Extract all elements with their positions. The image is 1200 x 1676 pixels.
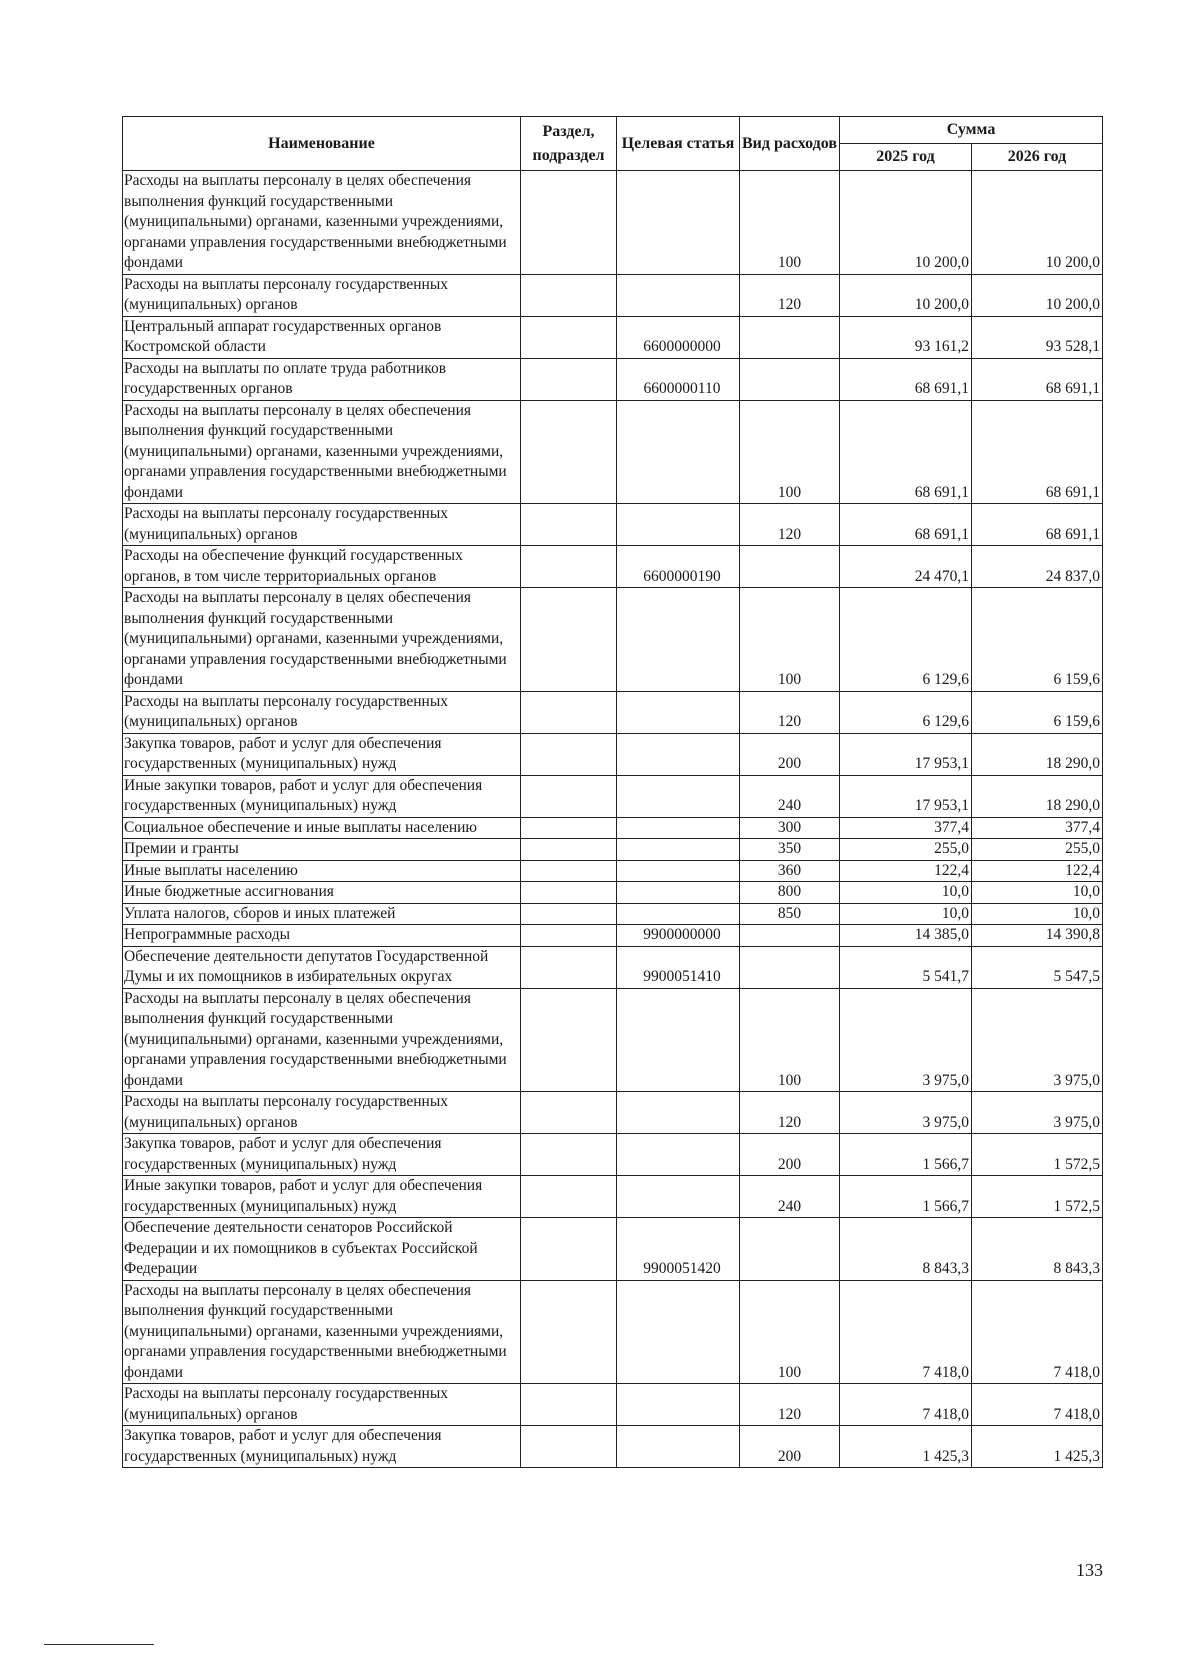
row-section: [521, 946, 617, 988]
row-target: [617, 274, 740, 316]
row-sum-2025: 1 566,7: [840, 1134, 972, 1176]
row-kind: 100: [740, 988, 840, 1092]
table-row: [123, 903, 1103, 925]
table-body: [123, 171, 1103, 1468]
row-sum-2025: 68 691,1: [840, 400, 972, 504]
row-target: 9900000000: [617, 925, 740, 947]
row-name: Иные закупки товаров, работ и услуг для обеспечения государственных (муниципальных) нужд: [123, 1176, 521, 1218]
table-row: [123, 1092, 1103, 1134]
row-kind: 120: [740, 691, 840, 733]
row-sum-2025: 68 691,1: [840, 358, 972, 400]
row-name: Уплата налогов, сборов и иных платежей: [123, 903, 521, 925]
row-section: [521, 817, 617, 839]
row-target: [617, 1134, 740, 1176]
row-sum-2025: 6 129,6: [840, 691, 972, 733]
row-target: 6600000190: [617, 546, 740, 588]
row-target: [617, 691, 740, 733]
row-sum-2025: 3 975,0: [840, 988, 972, 1092]
row-kind: 240: [740, 775, 840, 817]
row-kind: 200: [740, 1426, 840, 1468]
row-target: [617, 839, 740, 861]
row-section: [521, 316, 617, 358]
table-row: [123, 1280, 1103, 1384]
table-row: [123, 504, 1103, 546]
table-row: [123, 817, 1103, 839]
row-section: [521, 775, 617, 817]
row-target: [617, 588, 740, 692]
row-name: Премии и гранты: [123, 839, 521, 861]
header-sum: Сумма: [840, 117, 1103, 144]
table-row: [123, 775, 1103, 817]
row-section: [521, 1092, 617, 1134]
row-section: [521, 546, 617, 588]
row-kind: 100: [740, 171, 840, 275]
row-kind: [740, 925, 840, 947]
row-name: Закупка товаров, работ и услуг для обеспечения государственных (муниципальных) нужд: [123, 1134, 521, 1176]
row-section: [521, 903, 617, 925]
row-name: Расходы на выплаты персоналу в целях обеспечения выполнения функций государственными (муниципальными) органами, казенными учреждениями, органами управления государственными внебюджетными фондами: [123, 400, 521, 504]
row-name: Закупка товаров, работ и услуг для обеспечения государственных (муниципальных) нужд: [123, 733, 521, 775]
row-sum-2026: 68 691,1: [972, 358, 1103, 400]
row-section: [521, 1218, 617, 1281]
row-section: [521, 400, 617, 504]
row-sum-2025: 10,0: [840, 882, 972, 904]
row-section: [521, 988, 617, 1092]
row-target: [617, 1384, 740, 1426]
table-row: [123, 588, 1103, 692]
row-kind: [740, 316, 840, 358]
row-section: [521, 1384, 617, 1426]
row-target: [617, 775, 740, 817]
row-kind: 240: [740, 1176, 840, 1218]
row-kind: 100: [740, 400, 840, 504]
table-row: [123, 733, 1103, 775]
row-sum-2026: 14 390,8: [972, 925, 1103, 947]
table-row: [123, 171, 1103, 275]
table-row: [123, 1426, 1103, 1468]
row-name: Закупка товаров, работ и услуг для обеспечения государственных (муниципальных) нужд: [123, 1426, 521, 1468]
row-sum-2026: 122,4: [972, 860, 1103, 882]
row-name: Иные выплаты населению: [123, 860, 521, 882]
row-sum-2025: 68 691,1: [840, 504, 972, 546]
row-kind: 200: [740, 1134, 840, 1176]
row-name: Иные закупки товаров, работ и услуг для обеспечения государственных (муниципальных) нужд: [123, 775, 521, 817]
table-row: [123, 988, 1103, 1092]
header-name: Наименование: [123, 117, 521, 171]
row-sum-2026: 6 159,6: [972, 691, 1103, 733]
table-row: [123, 1384, 1103, 1426]
row-sum-2026: 7 418,0: [972, 1384, 1103, 1426]
row-sum-2026: 10 200,0: [972, 171, 1103, 275]
row-name: Расходы на выплаты по оплате труда работников государственных органов: [123, 358, 521, 400]
row-target: [617, 400, 740, 504]
row-target: 9900051410: [617, 946, 740, 988]
row-target: [617, 1280, 740, 1384]
row-name: Расходы на выплаты персоналу государственных (муниципальных) органов: [123, 504, 521, 546]
row-section: [521, 588, 617, 692]
table-row: [123, 1176, 1103, 1218]
row-sum-2025: 7 418,0: [840, 1384, 972, 1426]
row-target: [617, 171, 740, 275]
table-row: [123, 946, 1103, 988]
row-sum-2026: 10,0: [972, 903, 1103, 925]
row-sum-2026: 3 975,0: [972, 988, 1103, 1092]
row-name: Расходы на обеспечение функций государственных органов, в том числе территориальных органов: [123, 546, 521, 588]
row-sum-2026: 10 200,0: [972, 274, 1103, 316]
budget-table: [122, 116, 1103, 1468]
row-kind: [740, 358, 840, 400]
table-row: [123, 1218, 1103, 1281]
row-section: [521, 504, 617, 546]
row-name: Расходы на выплаты персоналу в целях обеспечения выполнения функций государственными (муниципальными) органами, казенными учреждениями, органами управления государственными внебюджетными фондами: [123, 171, 521, 275]
header-section: Раздел, подраздел: [521, 117, 617, 171]
row-name: Расходы на выплаты персоналу в целях обеспечения выполнения функций государственными (муниципальными) органами, казенными учреждениями, органами управления государственными внебюджетными фондами: [123, 588, 521, 692]
row-sum-2026: 1 425,3: [972, 1426, 1103, 1468]
row-sum-2025: 6 129,6: [840, 588, 972, 692]
row-target: 6600000000: [617, 316, 740, 358]
row-target: [617, 1092, 740, 1134]
row-name: Расходы на выплаты персоналу государственных (муниципальных) органов: [123, 691, 521, 733]
row-sum-2026: 18 290,0: [972, 733, 1103, 775]
row-target: [617, 733, 740, 775]
row-sum-2025: 10 200,0: [840, 171, 972, 275]
row-section: [521, 860, 617, 882]
row-kind: 120: [740, 1384, 840, 1426]
table-row: [123, 860, 1103, 882]
table-row: [123, 1134, 1103, 1176]
table-row: [123, 925, 1103, 947]
row-kind: 850: [740, 903, 840, 925]
row-section: [521, 882, 617, 904]
footnote-rule: [44, 1644, 154, 1645]
row-kind: 300: [740, 817, 840, 839]
table-row: [123, 691, 1103, 733]
row-sum-2025: 10 200,0: [840, 274, 972, 316]
row-sum-2025: 14 385,0: [840, 925, 972, 947]
row-sum-2026: 377,4: [972, 817, 1103, 839]
header-target: Целевая статья: [617, 117, 740, 171]
row-name: Обеспечение деятельности сенаторов Российской Федерации и их помощников в субъектах Российской Федерации: [123, 1218, 521, 1281]
table-row: [123, 274, 1103, 316]
row-sum-2025: 1 425,3: [840, 1426, 972, 1468]
row-name: Расходы на выплаты персоналу в целях обеспечения выполнения функций государственными (муниципальными) органами, казенными учреждениями, органами управления государственными внебюджетными фондами: [123, 1280, 521, 1384]
row-sum-2025: 7 418,0: [840, 1280, 972, 1384]
row-section: [521, 171, 617, 275]
table-row: [123, 839, 1103, 861]
table-row: [123, 882, 1103, 904]
row-sum-2026: 6 159,6: [972, 588, 1103, 692]
row-target: [617, 1176, 740, 1218]
table-row: [123, 358, 1103, 400]
page-number: 133: [1076, 1560, 1103, 1580]
header-year-2025: 2025 год: [840, 144, 972, 171]
row-target: [617, 988, 740, 1092]
row-kind: 100: [740, 1280, 840, 1384]
row-target: [617, 1426, 740, 1468]
row-section: [521, 1176, 617, 1218]
row-sum-2026: 7 418,0: [972, 1280, 1103, 1384]
row-section: [521, 691, 617, 733]
row-name: Иные бюджетные ассигнования: [123, 882, 521, 904]
row-kind: 120: [740, 274, 840, 316]
row-name: Обеспечение деятельности депутатов Государственной Думы и их помощников в избирательных округах: [123, 946, 521, 988]
row-section: [521, 274, 617, 316]
row-sum-2025: 93 161,2: [840, 316, 972, 358]
row-section: [521, 358, 617, 400]
row-sum-2026: 5 547,5: [972, 946, 1103, 988]
row-section: [521, 1280, 617, 1384]
table-row: [123, 400, 1103, 504]
row-kind: 120: [740, 504, 840, 546]
row-sum-2026: 3 975,0: [972, 1092, 1103, 1134]
row-section: [521, 839, 617, 861]
row-name: Расходы на выплаты персоналу в целях обеспечения выполнения функций государственными (муниципальными) органами, казенными учреждениями, органами управления государственными внебюджетными фондами: [123, 988, 521, 1092]
row-target: [617, 860, 740, 882]
table-row: [123, 546, 1103, 588]
table-header: [123, 117, 1103, 171]
row-sum-2026: 18 290,0: [972, 775, 1103, 817]
row-kind: 120: [740, 1092, 840, 1134]
row-name: Расходы на выплаты персоналу государственных (муниципальных) органов: [123, 274, 521, 316]
row-kind: 200: [740, 733, 840, 775]
row-sum-2026: 1 572,5: [972, 1176, 1103, 1218]
row-name: Расходы на выплаты персоналу государственных (муниципальных) органов: [123, 1384, 521, 1426]
row-target: 9900051420: [617, 1218, 740, 1281]
row-name: Социальное обеспечение и иные выплаты населению: [123, 817, 521, 839]
row-target: 6600000110: [617, 358, 740, 400]
row-target: [617, 882, 740, 904]
row-sum-2025: 8 843,3: [840, 1218, 972, 1281]
row-sum-2026: 68 691,1: [972, 400, 1103, 504]
row-sum-2026: 68 691,1: [972, 504, 1103, 546]
row-target: [617, 903, 740, 925]
row-sum-2025: 17 953,1: [840, 775, 972, 817]
row-kind: [740, 1218, 840, 1281]
row-sum-2025: 377,4: [840, 817, 972, 839]
row-name: Центральный аппарат государственных органов Костромской области: [123, 316, 521, 358]
header-kind: Вид расходов: [740, 117, 840, 171]
row-sum-2025: 5 541,7: [840, 946, 972, 988]
row-sum-2026: 8 843,3: [972, 1218, 1103, 1281]
row-name: Расходы на выплаты персоналу государственных (муниципальных) органов: [123, 1092, 521, 1134]
row-target: [617, 504, 740, 546]
row-sum-2025: 17 953,1: [840, 733, 972, 775]
row-kind: 100: [740, 588, 840, 692]
row-sum-2025: 24 470,1: [840, 546, 972, 588]
row-name: Непрограммные расходы: [123, 925, 521, 947]
row-kind: 350: [740, 839, 840, 861]
row-section: [521, 733, 617, 775]
row-sum-2026: 10,0: [972, 882, 1103, 904]
header-year-2026: 2026 год: [972, 144, 1103, 171]
row-section: [521, 1134, 617, 1176]
row-sum-2025: 122,4: [840, 860, 972, 882]
row-sum-2026: 93 528,1: [972, 316, 1103, 358]
row-kind: 800: [740, 882, 840, 904]
row-kind: [740, 946, 840, 988]
table-row: [123, 316, 1103, 358]
row-target: [617, 817, 740, 839]
row-kind: 360: [740, 860, 840, 882]
row-sum-2025: 10,0: [840, 903, 972, 925]
row-sum-2025: 3 975,0: [840, 1092, 972, 1134]
row-sum-2026: 24 837,0: [972, 546, 1103, 588]
row-section: [521, 1426, 617, 1468]
row-sum-2026: 1 572,5: [972, 1134, 1103, 1176]
row-sum-2025: 255,0: [840, 839, 972, 861]
row-section: [521, 925, 617, 947]
row-sum-2026: 255,0: [972, 839, 1103, 861]
row-kind: [740, 546, 840, 588]
row-sum-2025: 1 566,7: [840, 1176, 972, 1218]
